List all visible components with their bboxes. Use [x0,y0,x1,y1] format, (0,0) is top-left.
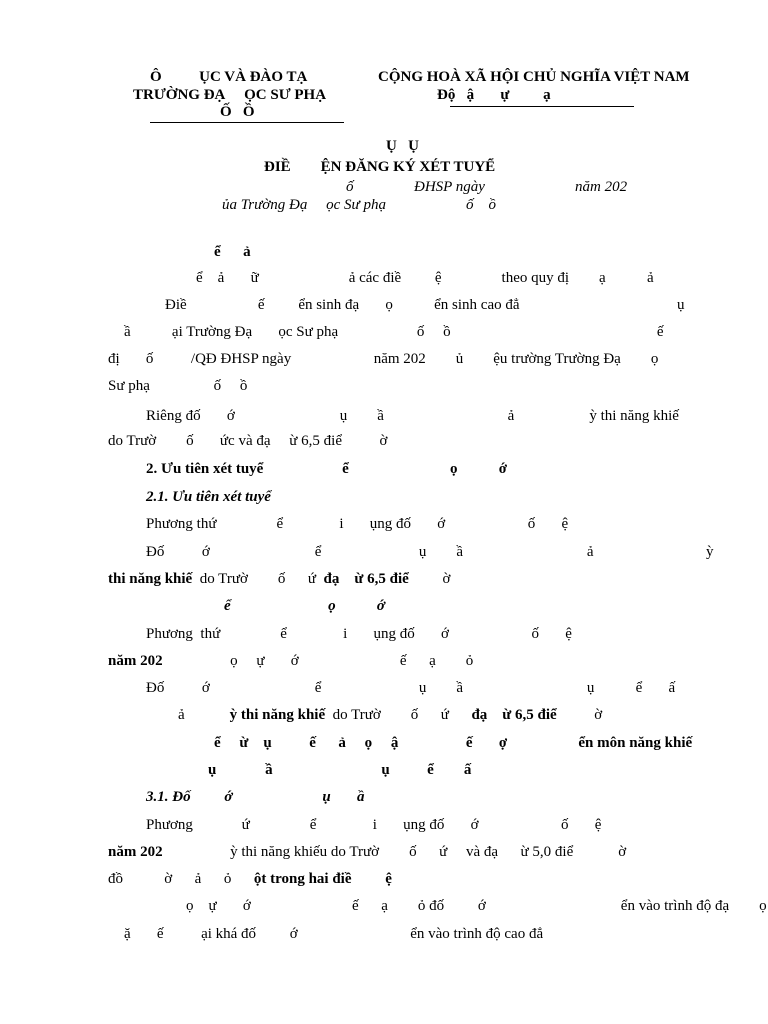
right-header-rule [450,106,634,107]
section-heading-1: ể ả [214,244,251,260]
subsection-heading-3-1: 3.1. Đố ớ ụ ầ [146,789,365,805]
paragraph-line: ọ ự ớ ế ạ ỏ đố ớ ển vào trình độ đạ ọ [186,898,767,914]
paragraph-line: Điề ế ển sinh đạ ọ ển sinh cao đẳ ụ [165,297,685,313]
paragraph-line: thi năng khiế do Trườ ố ứ đạ ừ 6,5 điể ờ [108,571,451,587]
decision-number: ĐHSP ngày [414,179,485,195]
paragraph-line: Sư phạ ố ồ [108,378,248,394]
paragraph-line: Đố ớ ể ụ ầ ụ ể ấ [146,680,676,696]
paragraph-line: ể ả ữ ả các điề ệ theo quy đị ạ ả [196,270,654,286]
subsection-heading: ể ọ ớ [224,598,385,614]
paragraph-line: Đố ớ ể ụ ầ ả ỳ [146,544,714,560]
paragraph-line: Phương thứ ể i ụng đố ớ ố ệ [146,626,572,642]
issuer-location: ố ồ [466,197,496,213]
national-motto: Độ ậ ự ạ [437,87,551,103]
paragraph-line: ể ừ ụ ế ả ọ ậ ế ợ ển môn năng khiế [214,735,693,751]
paragraph-line: ặ ế ại khá đố ớ ển vào trình độ cao đẳ [124,926,544,942]
paragraph-line: ầ ại Trường Đạ ọc Sư phạ ố ồ ế [124,324,664,340]
paragraph-line: năm 202 ỳ thi năng khiếu do Trườ ố ứ và đạ ừ 5,0 điể ờ [108,844,627,860]
decision-number-prefix: ố [346,179,354,195]
paragraph-line: Phương ứ ể i ụng đố ớ ố ệ [146,817,602,833]
decision-year: năm 202 [575,179,628,195]
paragraph-line: Riêng đố ớ ụ ầ ả ỳ thi năng khiế [146,408,679,424]
document-title: ĐIỀ ỆN ĐĂNG KÝ XÉT TUYỂ [264,159,496,175]
section-heading-2: 2. Ưu tiên xét tuyể ể ọ ớ [146,461,508,477]
paragraph-line: đồ ờ ả ỏ ột trong hai điề ệ [108,871,392,887]
ministry-name: Ô ỤC VÀ ĐÀO TẠ [150,69,308,85]
paragraph-line: ụ ầ ụ ể ấ [208,762,472,778]
subsection-heading-2-1: 2.1. Ưu tiên xét tuyể [146,489,271,505]
appendix-label: Ụ Ụ [386,138,419,154]
issuer-line: ủa Trường Đạ ọc Sư phạ [222,197,386,213]
paragraph-line: đị ố /QĐ ĐHSP ngày năm 202 ủ ệu trường Trường Đạ ọ [108,351,659,367]
university-name: TRƯỜNG ĐẠ ỌC SƯ PHẠ [133,87,327,103]
paragraph-line: ả ỳ thi năng khiế do Trườ ố ứ đạ ừ 6,5 điể ờ [178,707,603,723]
university-location: Ố Ồ [220,104,255,120]
left-header-rule [150,122,344,123]
paragraph-line: Phương thứ ể i ụng đố ớ ố ệ [146,516,569,532]
national-title: CỘNG HOÀ XÃ HỘI CHỦ NGHĨA VIỆT NAM [378,69,690,85]
paragraph-line: do Trườ ố ức và đạ ừ 6,5 điể ờ [108,433,388,449]
paragraph-line: năm 202 ọ ự ớ ế ạ ỏ [108,653,474,669]
